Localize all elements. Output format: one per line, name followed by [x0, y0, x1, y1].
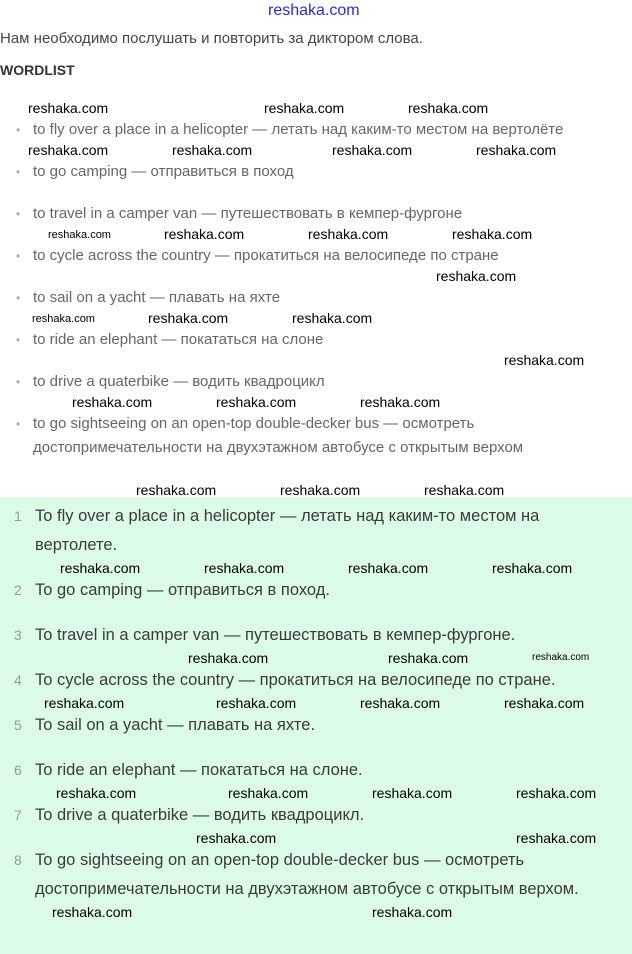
watermark: reshaka.com [164, 226, 245, 242]
answer-item [0, 756, 620, 785]
answer-list [0, 801, 620, 830]
watermark: reshaka.com [28, 100, 109, 116]
answer-text: To ride an elephant — покататься на слоне. [35, 761, 363, 779]
watermark: reshaka.com [264, 100, 345, 116]
wordlist [0, 160, 632, 184]
watermark-row [0, 605, 632, 621]
list-item: • to ride an elephant — покататься на слоне [0, 328, 632, 352]
watermark: reshaka.com [372, 785, 453, 801]
watermark: reshaka.com [172, 142, 253, 158]
list-item: • to travel in a camper van — путешествовать в кемпер-фургоне [0, 202, 632, 226]
answer-item [0, 711, 620, 740]
watermark: reshaka.com [292, 310, 373, 326]
watermark: reshaka.com [476, 142, 557, 158]
watermark: reshaka.com [504, 352, 585, 368]
watermark: reshaka.com [308, 226, 389, 242]
wordlist-section [0, 100, 632, 460]
answer-item [0, 502, 620, 560]
watermark: reshaka.com [348, 560, 429, 576]
wordlist-heading: WORDLIST [0, 62, 75, 78]
answer-list [0, 621, 620, 650]
list-item: • to cycle across the country — прокатиться на велосипеде по стране [0, 244, 632, 268]
item-number: 1 [14, 508, 22, 524]
answer-text: To drive a quaterbike — водить квадроцикл. [35, 806, 365, 824]
answer-item [0, 846, 620, 904]
item-number: 6 [14, 762, 22, 778]
answer-text: To fly over a place in a helicopter — летать над каким-то местом на вертолете. [35, 507, 540, 554]
answer-list [0, 711, 620, 740]
answer-item [0, 576, 620, 605]
watermark-row [0, 740, 632, 756]
watermark-row [0, 482, 632, 500]
watermark: reshaka.com [44, 695, 125, 711]
watermark: reshaka.com [188, 650, 269, 666]
watermark: reshaka.com [516, 830, 597, 846]
watermark: reshaka.com [436, 268, 517, 284]
watermark: reshaka.com [136, 482, 217, 498]
watermark-row [0, 184, 632, 202]
watermark: reshaka.com [388, 650, 469, 666]
wordlist [0, 202, 632, 226]
answer-text: To go sightseeing on an open-top double-decker bus — осмотреть достопримечательности на двухэтажном автобусе с открытым верхом. [35, 851, 579, 898]
answer-list [0, 576, 620, 605]
answer-text: To cycle across the country — прокатиться на велосипеде по стране. [35, 671, 556, 689]
wordlist [0, 370, 632, 394]
answer-list [0, 502, 620, 560]
wordlist [0, 328, 632, 352]
answer-item [0, 666, 620, 695]
item-number: 8 [14, 852, 22, 868]
watermark: reshaka.com [280, 482, 361, 498]
watermark-row [0, 100, 632, 118]
answer-list [0, 846, 620, 904]
answer-text: To sail on a yacht — плавать на яхте. [35, 716, 316, 734]
site-watermark-header: reshaka.com [268, 2, 360, 19]
watermark: reshaka.com [60, 560, 141, 576]
watermark-row [0, 785, 632, 801]
answer-text: To go camping — отправиться в поход. [35, 581, 330, 599]
watermark-row [0, 904, 632, 920]
watermark: reshaka.com [228, 785, 309, 801]
watermark: reshaka.com [204, 560, 285, 576]
list-item: • to fly over a place in a helicopter — летать над каким-то местом на вертолёте [0, 118, 632, 142]
answer-box [0, 502, 632, 954]
watermark-row [0, 142, 632, 160]
watermark: reshaka.com [332, 142, 413, 158]
watermark: reshaka.com [516, 785, 597, 801]
answer-item [0, 801, 620, 830]
watermark-row [0, 650, 632, 666]
watermark: reshaka.com [504, 695, 585, 711]
watermark: reshaka.com [216, 394, 297, 410]
watermark: reshaka.com [32, 313, 95, 325]
item-number: 5 [14, 717, 22, 733]
answer-item [0, 621, 620, 650]
watermark-row [0, 226, 632, 244]
list-item: • to go sightseeing on an open-top double-decker bus — осмотреть достопримечательности на двухэтажном автобусе с открытым верхом [0, 412, 632, 460]
watermark-row [0, 268, 632, 286]
watermark: reshaka.com [52, 904, 133, 920]
list-item: • to drive a quaterbike — водить квадроцикл [0, 370, 632, 394]
answer-list [0, 756, 620, 785]
list-item: • to sail on a yacht — плавать на яхте [0, 286, 632, 310]
watermark: reshaka.com [424, 482, 505, 498]
watermark: reshaka.com [28, 142, 109, 158]
watermark: reshaka.com [56, 785, 137, 801]
watermark-row [0, 830, 632, 846]
item-number: 4 [14, 672, 22, 688]
watermark-row [0, 560, 632, 576]
watermark: reshaka.com [360, 695, 441, 711]
watermark: reshaka.com [408, 100, 489, 116]
answer-list [0, 666, 620, 695]
wordlist [0, 412, 632, 460]
watermark-row [0, 394, 632, 412]
watermark: reshaka.com [48, 229, 111, 241]
watermark-row [0, 310, 632, 328]
item-number: 3 [14, 627, 22, 643]
watermark: reshaka.com [216, 695, 297, 711]
watermark-row [0, 695, 632, 711]
watermark: reshaka.com [452, 226, 533, 242]
intro-text: Нам необходимо послушать и повторить за диктором слова. [0, 30, 423, 47]
list-item: • to go camping — отправиться в поход [0, 160, 632, 184]
watermark: reshaka.com [196, 830, 277, 846]
watermark: reshaka.com [360, 394, 441, 410]
wordlist [0, 118, 632, 142]
watermark: reshaka.com [372, 904, 453, 920]
watermark: reshaka.com [148, 310, 229, 326]
item-number: 7 [14, 807, 22, 823]
watermark: reshaka.com [532, 652, 590, 663]
wordlist [0, 286, 632, 310]
watermark: reshaka.com [492, 560, 573, 576]
item-number: 2 [14, 582, 22, 598]
watermark: reshaka.com [72, 394, 153, 410]
wordlist [0, 244, 632, 268]
watermark-row [0, 352, 632, 370]
answer-text: To travel in a camper van — путешествовать в кемпер-фургоне. [35, 626, 516, 644]
